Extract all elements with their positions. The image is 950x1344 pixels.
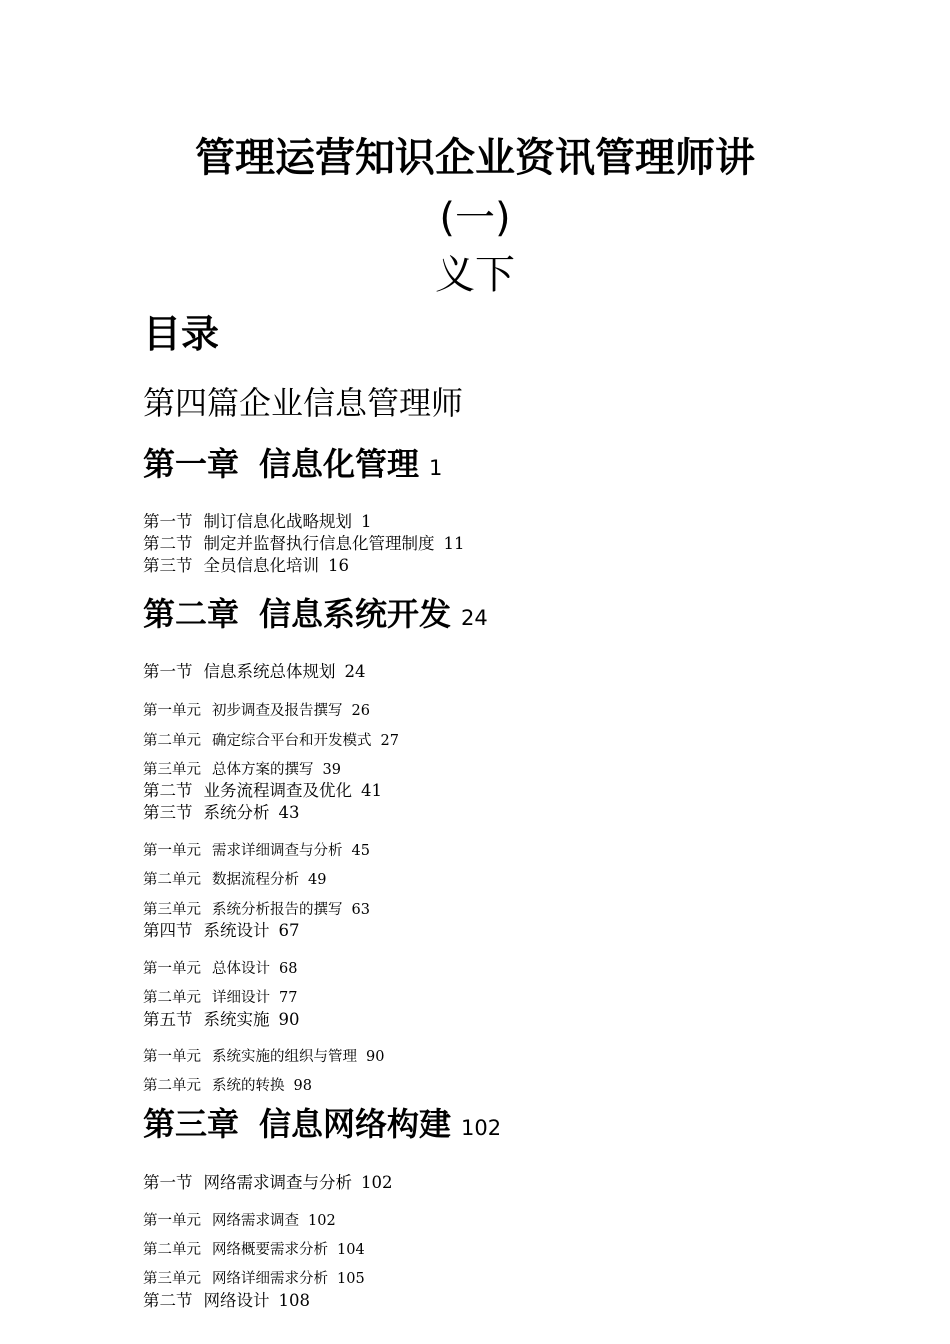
toc-entry-page-number: 90 xyxy=(278,1010,300,1029)
toc-entry-label: 第一章 xyxy=(143,445,240,483)
toc-chapter-entry xyxy=(143,1105,502,1143)
toc-entry-page-number: 90 xyxy=(366,1049,385,1065)
toc-entry-label: 第四节 xyxy=(143,921,193,940)
toc-entry-title: 网络详细需求分析 xyxy=(212,1271,328,1287)
toc-entry-page-number: 67 xyxy=(278,921,300,940)
toc-entry-page-number: 102 xyxy=(308,1213,336,1229)
toc-entry-title: 信息系统开发 xyxy=(259,595,452,633)
toc-entry-label: 第二章 xyxy=(143,595,240,633)
document-title-line-2: (一) xyxy=(439,195,511,241)
toc-entry-page-number: 105 xyxy=(337,1271,365,1287)
toc-entry-label: 第二单元 xyxy=(143,1242,201,1258)
toc-section-entry xyxy=(143,536,465,553)
toc-entry-page-number: 104 xyxy=(337,1242,365,1258)
toc-unit-entry xyxy=(143,1243,365,1258)
toc-entry-title: 网络概要需求分析 xyxy=(212,1242,328,1258)
toc-entry-page-number: 43 xyxy=(278,803,300,822)
toc-entry-label: 第二节 xyxy=(143,781,193,800)
toc-entry-label: 第二单元 xyxy=(143,733,201,749)
toc-entry-page-number: 26 xyxy=(351,703,370,719)
toc-entry-page-number: 41 xyxy=(361,781,382,800)
toc-entry-label: 第五节 xyxy=(143,1010,193,1029)
toc-entry-page-number: 24 xyxy=(461,606,488,630)
toc-entry-label: 第二节 xyxy=(143,534,193,553)
toc-entry-title: 系统设计 xyxy=(203,921,270,940)
toc-entry-label: 第二单元 xyxy=(143,990,201,1006)
toc-entry-page-number: 98 xyxy=(293,1078,312,1094)
toc-entry-label: 第三节 xyxy=(143,556,193,575)
toc-entry-title: 制定并监督执行信息化管理制度 xyxy=(203,534,435,553)
toc-chapter-entry xyxy=(143,445,443,483)
toc-entry-page-number: 49 xyxy=(308,872,327,888)
toc-unit-entry xyxy=(143,734,399,749)
toc-entry-title: 网络设计 xyxy=(203,1291,270,1310)
toc-entry-title: 网络需求调查 xyxy=(212,1213,299,1229)
part-title: 第四篇企业信息管理师 xyxy=(143,384,464,422)
toc-chapter-entry xyxy=(143,595,488,633)
toc-section-entry xyxy=(143,664,366,681)
toc-section-entry xyxy=(143,1012,300,1029)
toc-entry-label: 第二单元 xyxy=(143,1078,201,1094)
toc-entry-title: 需求详细调查与分析 xyxy=(212,843,343,859)
toc-section-entry xyxy=(143,783,382,800)
toc-entry-page-number: 24 xyxy=(344,662,366,681)
toc-entry-label: 第一单元 xyxy=(143,1213,201,1229)
toc-entry-label: 第三单元 xyxy=(143,1271,201,1287)
toc-entry-title: 系统分析报告的撰写 xyxy=(212,902,343,918)
toc-entry-title: 系统的转换 xyxy=(212,1078,285,1094)
toc-entry-label: 第一单元 xyxy=(143,961,201,977)
toc-entry-label: 第一单元 xyxy=(143,703,201,719)
toc-entry-label: 第一节 xyxy=(143,1173,193,1192)
toc-unit-entry xyxy=(143,1050,384,1065)
toc-section-entry xyxy=(143,514,372,531)
toc-section-entry xyxy=(143,1175,393,1192)
toc-entry-title: 全员信息化培训 xyxy=(203,556,319,575)
toc-entry-page-number: 102 xyxy=(461,1116,502,1140)
toc-unit-entry xyxy=(143,844,370,859)
toc-entry-label: 第二节 xyxy=(143,1291,193,1310)
toc-section-entry xyxy=(143,805,300,822)
toc-entry-title: 信息化管理 xyxy=(259,445,420,483)
toc-entry-label: 第三单元 xyxy=(143,902,201,918)
toc-unit-entry xyxy=(143,763,341,778)
toc-entry-title: 制订信息化战略规划 xyxy=(203,512,352,531)
toc-entry-title: 数据流程分析 xyxy=(212,872,299,888)
toc-entry-title: 信息网络构建 xyxy=(259,1105,452,1143)
toc-unit-entry xyxy=(143,1079,312,1094)
toc-entry-title: 系统实施 xyxy=(203,1010,270,1029)
toc-entry-title: 信息系统总体规划 xyxy=(203,662,336,681)
toc-entry-label: 第三节 xyxy=(143,803,193,822)
toc-entry-label: 第一节 xyxy=(143,662,193,681)
toc-entry-page-number: 1 xyxy=(429,456,443,480)
toc-unit-entry xyxy=(143,991,297,1006)
toc-entry-page-number: 1 xyxy=(361,512,372,531)
toc-entry-label: 第三章 xyxy=(143,1105,240,1143)
toc-entry-page-number: 102 xyxy=(361,1173,393,1192)
toc-entry-page-number: 45 xyxy=(351,843,370,859)
toc-entry-title: 网络需求调查与分析 xyxy=(203,1173,352,1192)
toc-unit-entry xyxy=(143,704,370,719)
toc-entry-label: 第三单元 xyxy=(143,762,201,778)
toc-heading: 目录 xyxy=(143,312,220,356)
toc-unit-entry xyxy=(143,1214,336,1229)
toc-entry-title: 总体方案的撰写 xyxy=(212,762,314,778)
toc-entry-label: 第二单元 xyxy=(143,872,201,888)
toc-entry-title: 业务流程调查及优化 xyxy=(203,781,352,800)
toc-unit-entry xyxy=(143,962,297,977)
toc-unit-entry xyxy=(143,873,326,888)
toc-entry-page-number: 27 xyxy=(380,733,399,749)
toc-entry-title: 系统分析 xyxy=(203,803,270,822)
toc-entry-page-number: 63 xyxy=(351,902,370,918)
toc-entry-label: 第一单元 xyxy=(143,1049,201,1065)
toc-entry-page-number: 68 xyxy=(279,961,298,977)
toc-entry-page-number: 39 xyxy=(322,762,341,778)
toc-entry-page-number: 11 xyxy=(443,534,465,553)
document-title-line-1: 管理运营知识企业资讯管理师讲 xyxy=(195,135,755,181)
toc-entry-label: 第一单元 xyxy=(143,843,201,859)
toc-entry-title: 确定综合平台和开发模式 xyxy=(212,733,372,749)
toc-section-entry xyxy=(143,558,349,575)
toc-entry-page-number: 108 xyxy=(278,1291,310,1310)
toc-unit-entry xyxy=(143,1272,365,1287)
toc-section-entry xyxy=(143,923,300,940)
toc-entry-title: 详细设计 xyxy=(212,990,270,1006)
document-title-line-3: 义下 xyxy=(435,252,515,298)
toc-unit-entry xyxy=(143,903,370,918)
toc-entry-page-number: 77 xyxy=(279,990,298,1006)
toc-entry-title: 总体设计 xyxy=(212,961,270,977)
toc-entry-page-number: 16 xyxy=(328,556,349,575)
toc-entry-title: 系统实施的组织与管理 xyxy=(212,1049,357,1065)
toc-section-entry xyxy=(143,1293,310,1310)
toc-entry-title: 初步调查及报告撰写 xyxy=(212,703,343,719)
toc-entry-label: 第一节 xyxy=(143,512,193,531)
